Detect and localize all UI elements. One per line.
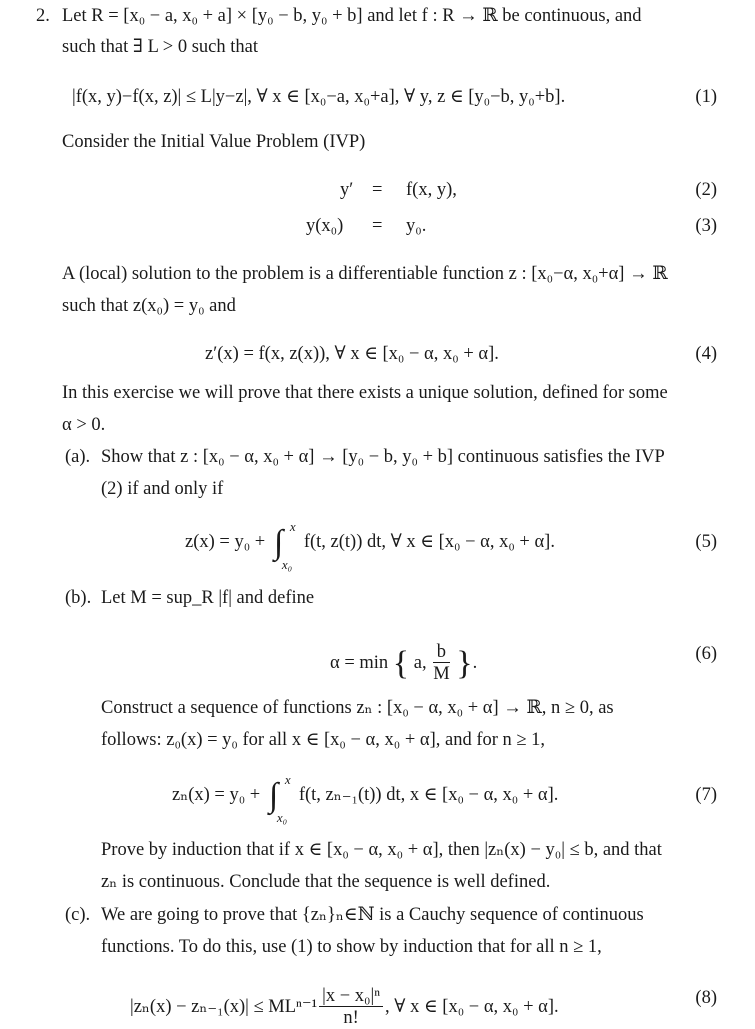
part-b-end-line-1: Prove by induction that if x ∈ [x₀ − α, x₀ + α], then |zₙ(x) − y₀| ≤ b, and that — [101, 840, 662, 860]
equation-6-tail: . — [472, 652, 478, 673]
part-a-line-2: (2) if and only if — [101, 479, 224, 499]
part-b-cont-line-2: follows: z₀(x) = y₀ for all x ∈ [x₀ − α, x₀ + α], and for n ≥ 1, — [101, 730, 546, 750]
equation-8 — [130, 986, 559, 1029]
left-brace: { — [392, 644, 410, 682]
part-b-line-1: Let M = sup_R |f| and define — [101, 588, 315, 608]
fraction-distance-over-factorial — [319, 986, 383, 1029]
equation-5 — [185, 519, 555, 572]
equation-2-rel: = — [372, 180, 383, 200]
equation-6 — [330, 642, 477, 685]
ivp-intro: Consider the Initial Value Problem (IVP) — [62, 132, 366, 152]
equation-7 — [172, 772, 559, 825]
exercise-goal-line-2: α > 0. — [62, 415, 106, 435]
equation-1: |f(x, y)−f(x, z)| ≤ L|y−z|, ∀ x ∈ [x₀−a, x₀+a], ∀ y, z ∈ [y₀−b, y₀+b]. — [72, 87, 566, 107]
solution-def-line-2: such that z(x₀) = y₀ and — [62, 296, 236, 316]
equation-5-lhs: z(x) = y₀ + — [185, 532, 266, 552]
equation-3-rhs: y₀. — [406, 216, 427, 236]
equation-8-number: (8) — [695, 988, 717, 1008]
equation-7-number: (7) — [695, 785, 717, 805]
equation-5-number: (5) — [695, 532, 717, 552]
intro-line-2: such that ∃ L > 0 such that — [62, 37, 259, 57]
equation-3-number: (3) — [695, 216, 717, 236]
fraction-numerator: |x − x₀|ⁿ — [319, 986, 383, 1007]
fraction-denominator: M — [433, 664, 450, 684]
part-c-label: (c). — [65, 905, 91, 925]
integral-sign: ∫ x x₀ — [274, 531, 283, 555]
part-b-label: (b). — [65, 588, 92, 608]
part-b-end-line-2: zₙ is continuous. Conclude that the sequence is well defined. — [101, 872, 551, 892]
equation-6-lhs: α = min — [330, 652, 389, 673]
equation-8-lhs: |zₙ(x) − zₙ₋₁(x)| ≤ MLⁿ⁻¹ — [130, 996, 318, 1017]
equation-6-first: a, — [413, 652, 427, 673]
equation-4: z′(x) = f(x, z(x)), ∀ x ∈ [x₀ − α, x₀ + α]. — [205, 344, 499, 364]
equation-1-number: (1) — [695, 87, 717, 107]
right-brace: } — [456, 644, 473, 682]
equation-5-integrand: f(t, z(t)) dt, ∀ x ∈ [x₀ − α, x₀ + α]. — [303, 532, 555, 552]
part-c-line-1: We are going to prove that {zₙ}ₙ∈ℕ is a Cauchy sequence of continuous — [101, 905, 644, 925]
equation-4-number: (4) — [695, 344, 717, 364]
equation-2-number: (2) — [695, 180, 717, 200]
equation-7-integrand: f(t, zₙ₋₁(t)) dt, x ∈ [x₀ − α, x₀ + α]. — [298, 785, 559, 805]
part-a-line-1: Show that z : [x₀ − α, x₀ + α] → [y₀ − b, y₀ + b] continuous satisfies the IVP — [101, 447, 665, 467]
fraction-denominator: n! — [343, 1008, 359, 1028]
part-a-label: (a). — [65, 447, 91, 467]
solution-def-line-1: A (local) solution to the problem is a differentiable function z : [x₀−α, x₀+α] → ℝ — [62, 264, 668, 284]
equation-2-lhs: y′ — [340, 180, 354, 200]
problem-number: 2. — [36, 6, 50, 26]
equation-3-rel: = — [372, 216, 383, 236]
equation-6-number: (6) — [695, 644, 717, 664]
integral-sign: ∫ x x₀ — [269, 784, 278, 808]
part-c-line-2: functions. To do this, use (1) to show by induction that for all n ≥ 1, — [101, 937, 602, 957]
equation-3-lhs: y(x₀) — [306, 216, 344, 236]
integral-lower-bound: x₀ — [281, 557, 293, 572]
fraction-b-over-m — [433, 642, 449, 685]
equation-2-rhs: f(x, y), — [406, 180, 457, 200]
part-b-cont-line-1: Construct a sequence of functions zₙ : [x₀ − α, x₀ + α] → ℝ, n ≥ 0, as — [101, 698, 614, 718]
exercise-goal-line-1: In this exercise we will prove that there exists a unique solution, defined for some — [62, 383, 668, 403]
equation-7-lhs: zₙ(x) = y₀ + — [172, 785, 261, 805]
equation-8-tail: , ∀ x ∈ [x₀ − α, x₀ + α]. — [385, 996, 559, 1017]
integral-upper-bound: x — [289, 519, 296, 534]
integral-upper-bound: x — [284, 772, 291, 787]
integral-lower-bound: x₀ — [276, 810, 288, 825]
intro-line-1: Let R = [x₀ − a, x₀ + a] × [y₀ − b, y₀ + b] and let f : R → ℝ be continuous, and — [62, 6, 642, 26]
fraction-numerator: b — [433, 642, 449, 663]
